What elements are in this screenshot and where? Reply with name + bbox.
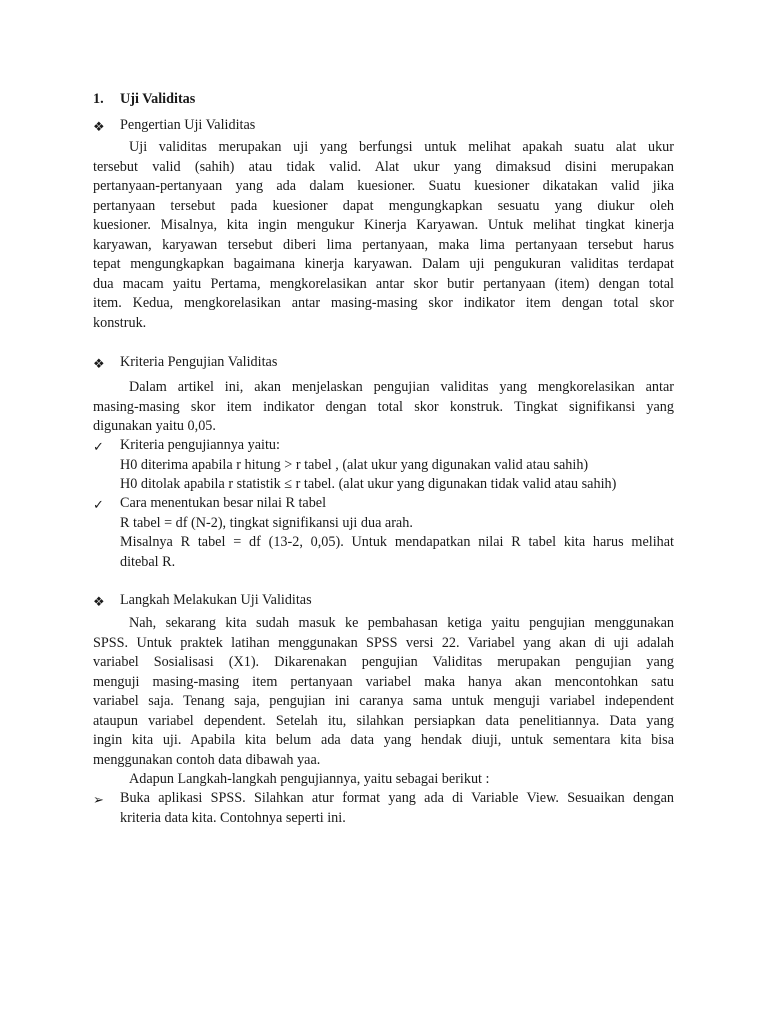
diamond-bullet-icon: ❖ — [93, 595, 105, 610]
pengertian-line-5: kuesioner. Misalnya, kita ingin mengukur Kinerja Karyawan. Untuk melihat tingkat kinerja — [93, 217, 674, 233]
langkah-line-7: ingin kita uji. Apabila kita belum ada data yang hendak diuji, untuk sementara kita bisa — [93, 732, 674, 748]
kriteria-heading: Kriteria Pengujian Validitas — [120, 354, 278, 370]
pengertian-line-3: pertanyaan-pertanyaan yang ada dalam kuesioner. Suatu kuesioner dikatakan valid jika — [93, 178, 674, 194]
langkah-heading: Langkah Melakukan Uji Validitas — [120, 592, 312, 608]
pengertian-line-4: pertanyaan tersebut pada kuesioner dapat mengungkapkan sesuatu yang diukur oleh — [93, 198, 674, 214]
section-title: Uji Validitas — [120, 91, 196, 107]
pengertian-heading: Pengertian Uji Validitas — [120, 117, 256, 133]
kriteria-item1-line2: H0 ditolak apabila r statistik ≤ r tabel. (alat ukur yang digunakan tidak valid atau sahih) — [120, 476, 617, 492]
kriteria-item1-line1: H0 diterima apabila r hitung > r tabel , (alat ukur yang digunakan valid atau sahih) — [120, 457, 589, 473]
kriteria-item2-line3: ditebal R. — [120, 554, 176, 570]
diamond-bullet-icon: ❖ — [93, 120, 105, 135]
kriteria-item1-title: Kriteria pengujiannya yaitu: — [120, 437, 280, 453]
langkah-step1-line1: Buka aplikasi SPSS. Silahkan atur format yang ada di Variable View. Sesuaikan dengan — [120, 790, 674, 806]
diamond-bullet-icon: ❖ — [93, 357, 105, 372]
pengertian-line-1: Uji validitas merupakan uji yang berfungsi untuk melihat apakah suatu alat ukur — [129, 139, 674, 155]
langkah-line-4: menguji masing-masing item pertanyaan variabel maka hanya akan mencontohkan satu — [93, 674, 674, 690]
check-icon: ✓ — [93, 440, 104, 455]
pengertian-line-6: karyawan, karyawan tersebut diberi lima pertanyaan, maka lima pertanyaan tersebut harus — [93, 237, 674, 253]
langkah-line-8: menggunakan contoh data dibawah yaa. — [93, 752, 321, 768]
langkah-line-2: SPSS. Untuk praktek latihan menggunakan SPSS versi 22. Variabel yang akan di uji adalah — [93, 635, 674, 651]
langkah-line-1: Nah, sekarang kita sudah masuk ke pembahasan ketiga yaitu pengujian menggunakan — [129, 615, 674, 631]
langkah-line-5: variabel saja. Tenang saja, pengujian ini caranya sama untuk menguji variabel independent — [93, 693, 674, 709]
check-icon: ✓ — [93, 498, 104, 513]
kriteria-line-1: Dalam artikel ini, akan menjelaskan pengujian validitas yang mengkorelasikan antar — [129, 379, 674, 395]
kriteria-line-3: digunakan yaitu 0,05. — [93, 418, 216, 434]
langkah-step1-line2: kriteria data kita. Contohnya seperti ini. — [120, 810, 346, 826]
langkah-line-6: ataupun variabel dependent. Setelah itu, silahkan persiapkan data penelitiannya. Data yang — [93, 713, 674, 729]
kriteria-item2-title: Cara menentukan besar nilai R tabel — [120, 495, 327, 511]
arrow-bullet-icon: ➢ — [93, 793, 104, 808]
pengertian-line-2: tersebut valid (sahih) atau tidak valid. Alat ukur yang dimaksud disini merupakan — [93, 159, 674, 175]
kriteria-item2-line2: Misalnya R tabel = df (13-2, 0,05). Untuk mendapatkan nilai R tabel kita harus melihat — [120, 534, 674, 550]
pengertian-line-9: item. Kedua, mengkorelasikan antar masing-masing skor indikator item dengan total skor — [93, 295, 674, 311]
langkah-line-3: variabel Sosialisasi (X1). Dikarenakan pengujian Validitas merupakan pengujian yang — [93, 654, 674, 670]
kriteria-line-2: masing-masing skor item indikator dengan total skor konstruk. Tingkat signifikansi yang — [93, 399, 674, 415]
pengertian-line-8: dua macam yaitu Pertama, mengkorelasikan antar skor butir pertanyaan (item) dengan total — [93, 276, 674, 292]
section-number: 1. — [93, 91, 104, 107]
pengertian-line-7: tepat mengungkapkan bagaimana kinerja karyawan. Dalam uji pengukuran validitas terdapat — [93, 256, 674, 272]
langkah-adapun: Adapun Langkah-langkah pengujiannya, yaitu sebagai berikut : — [129, 771, 490, 787]
kriteria-item2-line1: R tabel = df (N-2), tingkat signifikansi uji dua arah. — [120, 515, 413, 531]
pengertian-line-10: konstruk. — [93, 315, 147, 331]
